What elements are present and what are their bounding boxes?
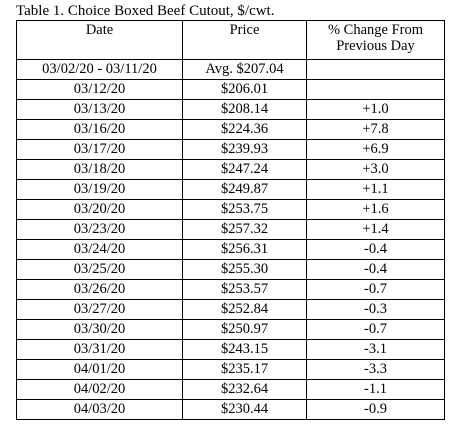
price-cell: $257.32 [183,220,307,240]
table-caption: Table 1. Choice Boxed Beef Cutout, $/cwt. [16,3,275,19]
change-cell: +1.4 [307,220,445,240]
change-cell: +1.0 [307,100,445,120]
date-cell: 04/02/20 [17,380,183,400]
change-cell: +6.9 [307,140,445,160]
date-cell: 04/03/20 [17,400,183,420]
date-cell: 03/23/20 [17,220,183,240]
table-row [17,120,445,140]
price-cell: $250.97 [183,320,307,340]
date-cell: 03/18/20 [17,160,183,180]
date-cell: 03/20/20 [17,200,183,220]
change-cell: -0.7 [307,280,445,300]
price-cell: $243.15 [183,340,307,360]
table-row [17,260,445,280]
change-cell: -3.3 [307,360,445,380]
price-cell: $253.75 [183,200,307,220]
price-cell: $256.31 [183,240,307,260]
date-cell: 03/17/20 [17,140,183,160]
price-cell: $235.17 [183,360,307,380]
date-cell: 03/16/20 [17,120,183,140]
change-cell: +1.6 [307,200,445,220]
date-cell: 03/13/20 [17,100,183,120]
table-row [17,280,445,300]
change-cell: -3.1 [307,340,445,360]
table-row [17,180,445,200]
date-cell: 03/26/20 [17,280,183,300]
table-row [17,160,445,180]
table-row [17,360,445,380]
date-cell: 03/27/20 [17,300,183,320]
change-cell: -0.3 [307,300,445,320]
price-cell: $252.84 [183,300,307,320]
table-row [17,320,445,340]
change-cell: +7.8 [307,120,445,140]
price-cell: $239.93 [183,140,307,160]
price-cell: $206.01 [183,80,307,100]
price-cell: $208.14 [183,100,307,120]
column-header-change [307,21,445,60]
price-cell: $255.30 [183,260,307,280]
price-cell: $232.64 [183,380,307,400]
table-row [17,80,445,100]
change-cell [307,80,445,100]
column-header-change-line1: % Change From [327,22,424,38]
table-row [17,200,445,220]
table-row [17,220,445,240]
date-cell: 03/02/20 - 03/11/20 [17,60,183,80]
date-cell: 03/31/20 [17,340,183,360]
change-cell: -0.7 [307,320,445,340]
date-cell: 03/24/20 [17,240,183,260]
price-cell: Avg. $207.04 [183,60,307,80]
price-cell: $247.24 [183,160,307,180]
header-row [17,21,445,60]
change-cell [307,60,445,80]
column-header-price: Price [183,21,307,60]
boxed-beef-cutout-table [16,20,445,420]
change-cell: -0.4 [307,260,445,280]
price-cell: $224.36 [183,120,307,140]
change-cell: -0.4 [307,240,445,260]
date-cell: 03/12/20 [17,80,183,100]
table-row [17,380,445,400]
table-row [17,400,445,420]
date-cell: 03/30/20 [17,320,183,340]
price-cell: $253.57 [183,280,307,300]
change-cell: +1.1 [307,180,445,200]
date-cell: 03/19/20 [17,180,183,200]
table-row [17,60,445,80]
change-cell: -1.1 [307,380,445,400]
change-cell: -0.9 [307,400,445,420]
change-cell: +3.0 [307,160,445,180]
table-row [17,140,445,160]
table-row [17,340,445,360]
column-header-date: Date [17,21,183,60]
price-cell: $249.87 [183,180,307,200]
table-row [17,100,445,120]
price-cell: $230.44 [183,400,307,420]
table-row [17,240,445,260]
column-header-change-line2: Previous Day [336,38,415,54]
date-cell: 04/01/20 [17,360,183,380]
table-row [17,300,445,320]
date-cell: 03/25/20 [17,260,183,280]
